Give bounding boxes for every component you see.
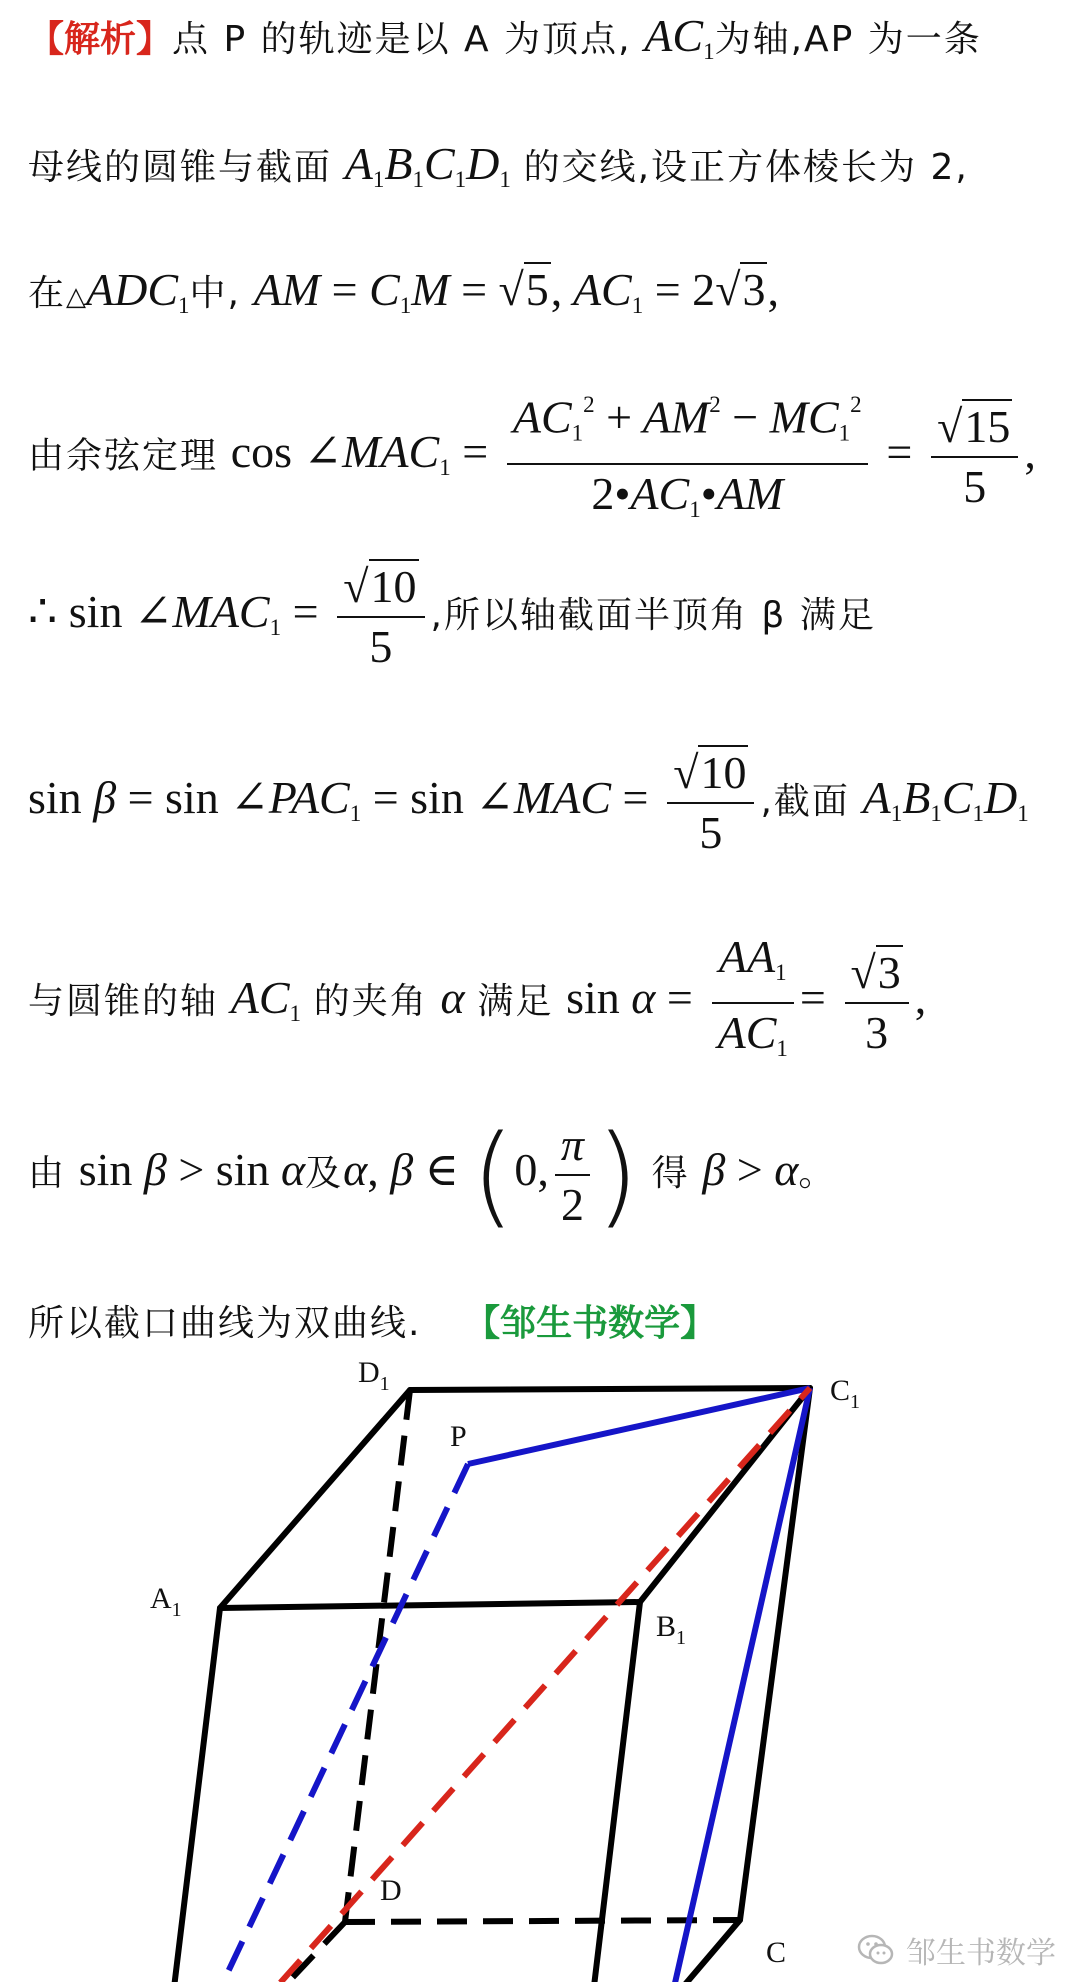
- math-cos-frac: $\frac{AC_1^2 + AM^2 - MC_1^2}{2•AC_1•AM}$: [507, 378, 868, 537]
- math-a1b1c1d1: $A_1B_1C_1D_1$: [344, 138, 511, 193]
- line8-text-b: 及: [305, 1153, 344, 1194]
- label-p: P: [450, 1420, 467, 1453]
- line6-text-a: ,截面: [760, 781, 850, 822]
- watermark-text: 邹生书数学: [906, 1936, 1056, 1971]
- math-alpha: α: [440, 972, 465, 1024]
- text-line-5: [28, 560, 1060, 674]
- math-sin-value-2: $\frac{√10}{5}$: [667, 746, 754, 860]
- math-sin-value-1: $\frac{√10}{5}$: [337, 560, 424, 674]
- math-ac1-2: $AC_1$: [230, 972, 302, 1027]
- text-line-7: 与圆锥的轴 $AC_1$ 的夹角 α 满足 sin α = $\frac{AA_1}{AC_1}$ = $\frac{√3}{3}$ ,: [28, 930, 1060, 1076]
- line8-text-c: 得: [651, 1153, 690, 1194]
- line7-text-a: 与圆锥的轴: [28, 981, 219, 1023]
- label-d: D: [380, 1874, 402, 1907]
- label-d1: $D_1$: [358, 1356, 390, 1395]
- math-sin-beta: $\sin \beta = \sin \angle PAC_1 = \sin$ ∠MAC =: [28, 772, 649, 827]
- line2-text-a: 母线的圆锥与截面: [28, 147, 333, 188]
- line3-text-b: 中,: [189, 273, 241, 314]
- math-cos-value: $\frac{√15}{5}$: [931, 400, 1018, 514]
- line7-text-b: 的夹角: [313, 981, 428, 1023]
- edge-d-a-hidden: [158, 1922, 345, 1982]
- text-line-6: [28, 746, 1060, 860]
- math-pi-over-2: $\frac{\pi}{2}$: [555, 1118, 590, 1232]
- wechat-icon: [856, 1930, 896, 1970]
- edge-a1-a: [158, 1608, 220, 1982]
- math-beta-gt-alpha-sin: sin β > sin α: [78, 1144, 306, 1195]
- math-beta-gt-alpha: β > α: [702, 1144, 799, 1195]
- text-line-3: 在$\triangle ADC_1$中, AM = $C_1M = √5$, $AC_1 = 2√3$,: [28, 264, 779, 319]
- edge-a1-b1: [220, 1602, 640, 1608]
- line3-text-a: 在: [28, 273, 67, 314]
- math-a1b1c1d1-2: $A_1B_1C_1D_1$: [862, 772, 1029, 827]
- line7-text-c: 满足: [477, 981, 554, 1023]
- brand-tag: 【邹生书数学】: [464, 1303, 717, 1344]
- text-line-2: [28, 136, 1060, 208]
- analysis-tag: 【解析】: [28, 19, 173, 60]
- label-b1: $B_1$: [656, 1610, 687, 1649]
- line4-text-a: 由余弦定理: [28, 435, 219, 477]
- line8-text-d: 。: [798, 1153, 837, 1194]
- line5-text-a: ,所以轴截面半顶角 β 满足: [430, 595, 876, 636]
- line9-text-a: 所以截口曲线为双曲线.: [28, 1303, 422, 1344]
- math-alpha-beta-in: α, β ∈: [343, 1144, 459, 1195]
- edge-d1-a1: [220, 1390, 410, 1608]
- watermark: [856, 1928, 1056, 1972]
- math-adc1: $ADC_1$: [86, 264, 190, 319]
- math-sin-mac1: ∴ $\sin \angle MAC_1$ =: [28, 586, 319, 641]
- line2-text-b: 的交线,设正方体棱长为 2,: [523, 147, 969, 188]
- math-cos-lhs: $\cos \angle MAC_1$ =: [230, 426, 489, 481]
- label-c: C: [766, 1936, 787, 1969]
- math-ac1: $AC_1$: [644, 10, 715, 65]
- math-sin-alpha: sin α =: [566, 972, 693, 1024]
- text-line-8: 由 sin β > sin α及α, β ∈ (0, $\frac{\pi}{2}$ ) 得 β > α。: [28, 1111, 837, 1239]
- axis-a-c1: [158, 1388, 810, 1982]
- math-sin-alpha-value: $\frac{√3}{3}$: [845, 946, 909, 1060]
- label-a1: $A_1$: [150, 1582, 182, 1621]
- line1-text-b: 为轴,AP 为一条: [714, 19, 982, 60]
- line1-text-a: 点 P 的轨迹是以 A 为顶点,: [172, 19, 632, 60]
- text-line-4: 由余弦定理 $\cos \angle MAC_1$ = $\frac{AC_1^2 + AM^2 - MC_1^2}{2•AC_1•AM}$ = $\frac{√15}{5}$ ,: [28, 378, 1060, 537]
- line8-text-a: 由: [28, 1153, 67, 1194]
- math-am-eq: AM = $C_1M = √5$, $AC_1 = 2√3$,: [253, 264, 779, 319]
- label-c1: $C_1$: [830, 1374, 861, 1413]
- edge-d1-c1: [410, 1388, 810, 1390]
- edge-d-c-hidden: [345, 1920, 740, 1922]
- edge-b1-b: [578, 1602, 640, 1982]
- text-line-1: [28, 8, 1060, 80]
- math-sin-alpha-frac: $\frac{AA_1}{AC_1}$: [712, 930, 794, 1076]
